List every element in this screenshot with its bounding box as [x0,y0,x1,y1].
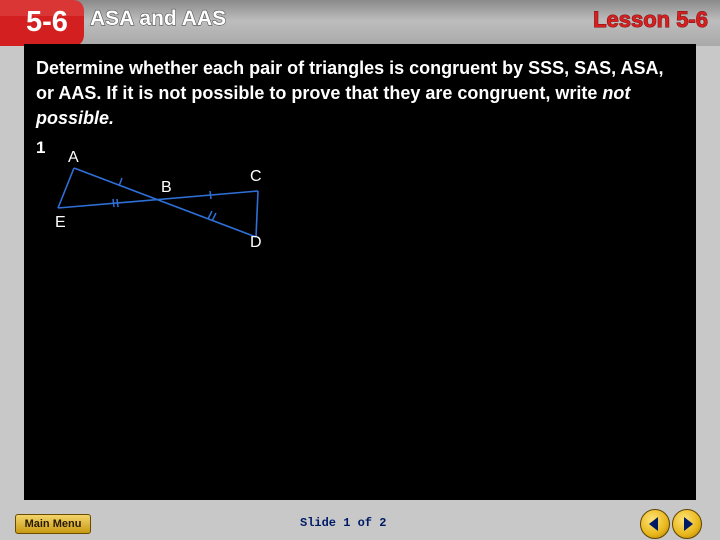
slide-indicator: Slide 1 of 2 [300,516,387,530]
double-tick-BD-2 [212,213,216,221]
main-menu-button[interactable]: Main Menu [15,514,91,534]
vertex-label-E: E [55,214,66,231]
problem-number: 1 [36,138,46,157]
segment-EC [58,191,258,208]
right-arrow-icon [673,510,701,538]
instructions-main: Determine whether each pair of triangles is congruent by SSS, SAS, ASA, or AAS. If it is not possible to prove that they are congruent, write [36,58,664,103]
lesson-title: ASA and AAS [90,7,227,30]
left-arrow-icon [641,510,669,538]
lesson-label: Lesson 5-6 [593,7,708,32]
vertex-label-B: B [161,179,172,196]
slide-footer [0,500,720,540]
next-slide-button[interactable] [672,509,702,539]
vertex-label-A: A [68,149,79,166]
vertex-label-C: C [250,168,262,185]
vertex-label-D: D [250,234,262,251]
double-tick-EB-1 [113,199,114,207]
previous-slide-button[interactable] [640,509,670,539]
lesson-number: 5-6 [26,6,68,38]
segment-AE [58,168,74,208]
triangle-figure [24,44,696,500]
segment-CD [256,191,258,237]
slide-header [0,0,720,46]
tick-mark-BC [210,191,211,199]
instructions-emphasis: not possible. [36,83,631,128]
double-tick-EB-2 [117,199,118,207]
double-tick-BD-1 [208,211,212,219]
slide-content [24,44,696,500]
